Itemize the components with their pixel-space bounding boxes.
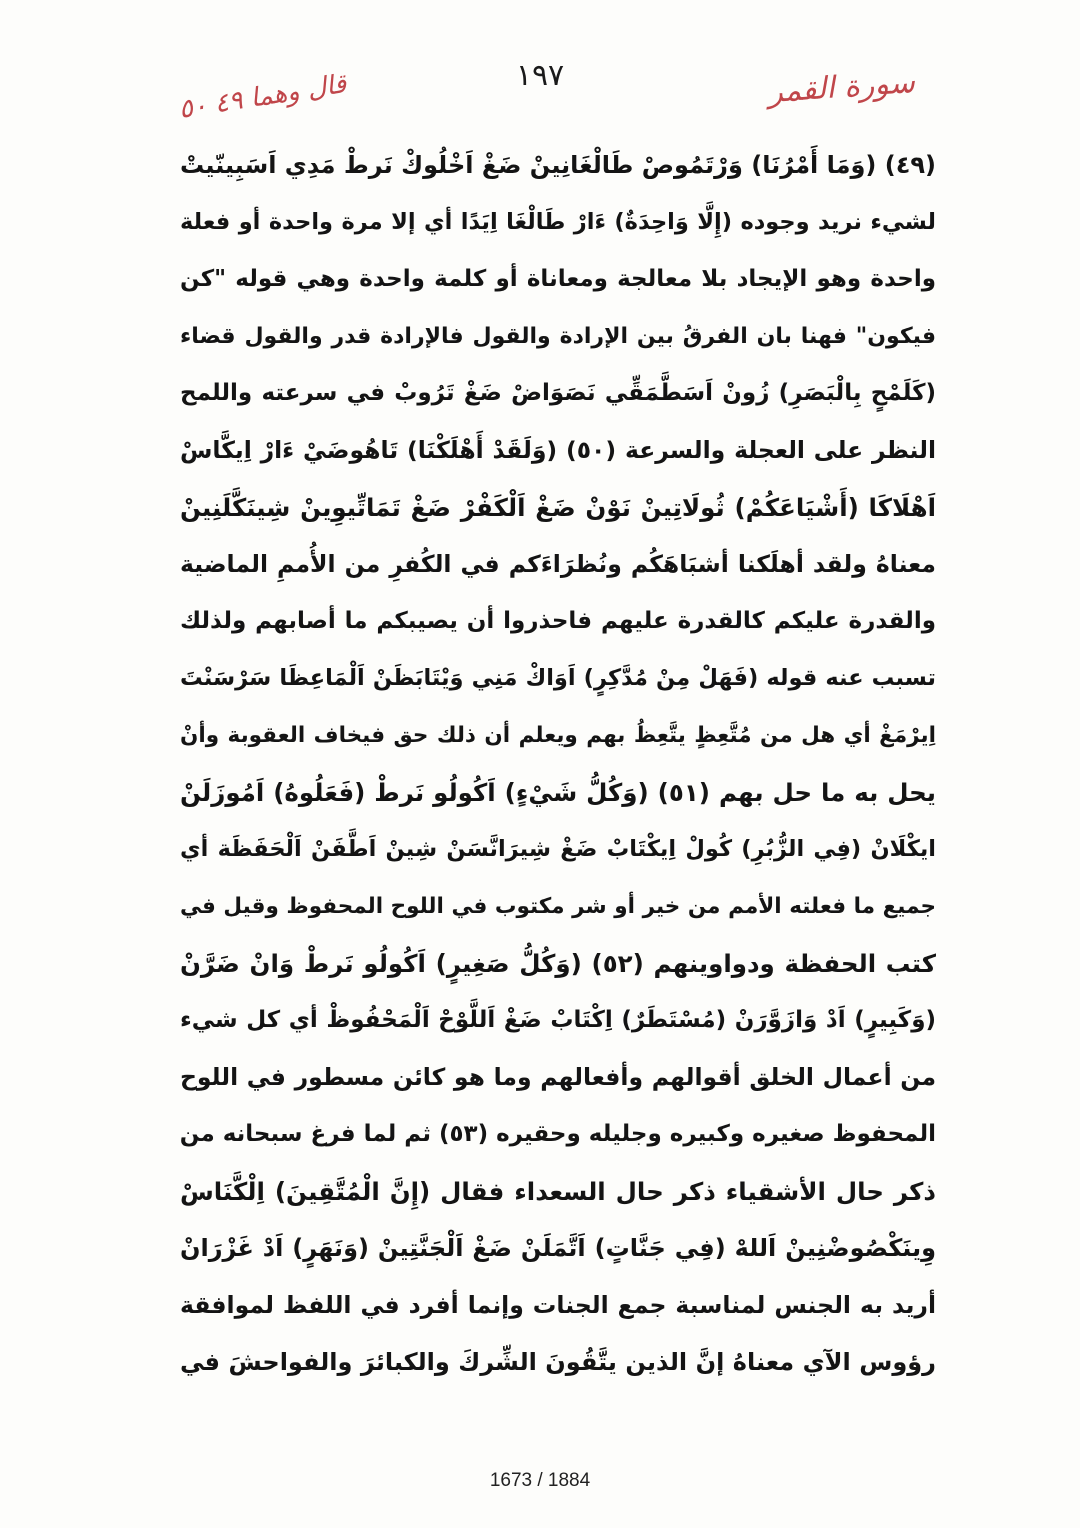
- text-line: كتب الحفظة ودواوينهم (٥٢) (وَكُلُّ صَغِيرٍ) اَكُولُو نَرطْ وَانْ ضَرَّنْ: [180, 949, 936, 978]
- pagination-indicator: 1673 / 1884: [489, 1470, 591, 1491]
- text-line: وِينَكْصُوضْنِينْ اَللهْ (فِي جَنَّاتٍ) اَتَّمَلَنْ ضَغْ اَلْجَنَّتِينْ (وَنَهَرٍ) اَدْ غَزْرَانْ: [180, 1234, 936, 1262]
- tafsir-text-block: [180, 137, 936, 1391]
- text-line: فيكون" فهنا بان الفرقُ بين الإرادة والقول فالإرادة قدر والقول قضاء: [180, 324, 936, 349]
- text-line: اَهْلَاكَا (أَشْيَاعَكُمْ) ثُولَاتِينْ نَوْنْ ضَغْ اَلْكَفْرْ ضَغْ تَمَاتِّيوِينْ شِينَكَّلَنِينْ: [180, 493, 936, 522]
- text-line: (وَكَبِيرٍ) اَدْ وَازَوَّرَنْ (مُسْتَطَرٌ) اِكْتَابْ ضَغْ اَللَّوْحْ اَلْمَحْفُوظْ أي كل شيء: [180, 1007, 936, 1033]
- text-line: معناهُ ولقد أهلَكنا أشبَاهَكُم ونُظرَاءَكم في الكُفرِ من الأُممِ الماضية: [180, 550, 936, 578]
- text-line: ذكر حال الأشقياء ذكر حال السعداء فقال (إِنَّ الْمُتَّقِينَ) اِلْكَّنَاسْ: [180, 1177, 936, 1206]
- text-line: يحل به ما حل بهم (٥١) (وَكُلُّ شَيْءٍ) اَكُولُو نَرطْ (فَعَلُوهُ) اَمُوزَلَنْ: [180, 778, 936, 807]
- text-line: من أعمال الخلق أقوالهم وأفعالهم وما هو كائن مسطور في اللوح: [180, 1063, 936, 1091]
- text-line: (٤٩) (وَمَا أَمْرُنَا) وَرْتَمُوصْ طَالْغَانِينْ ضَغْ اَخْلُوكْ نَرطْ مَدِي اَسَبِينّيتْ: [180, 151, 936, 179]
- text-line: واحدة وهو الإيجاد بلا معالجة ومعاناة أو كلمة واحدة وهي قوله "كن: [180, 266, 936, 292]
- text-line: لشيء نريد وجوده (إِلَّا وَاحِدَةٌ) ءَارْ طَالْغَا اِيَدًا أي إلا مرة واحدة أو فعلة: [180, 209, 936, 235]
- text-line: (كَلَمْحٍ بِالْبَصَرِ) زُونْ اَسَطَّمَقِّي نَصَوَاضْ ضَغْ تَرُوبْ في سرعته واللمح: [180, 380, 936, 406]
- page-number: ١٩٧: [515, 58, 565, 93]
- text-line: النظر على العجلة والسرعة (٥٠) (وَلَقَدْ أَهْلَكْنَا) تَاهُوضَيْ ءَارْ اِيكَّاسْ: [180, 436, 936, 464]
- text-line: اِيرْمَغْ أي هل من مُتَّعِظٍ يتَّعِظُ بهم ويعلم أن ذلك حق فيخاف العقوبة وأنْ: [180, 723, 936, 748]
- text-line: المحفوظ صغيره وكبيره وجليله وحقيره (٥٣) ثم لما فرغ سبحانه من: [180, 1121, 936, 1147]
- handwritten-surah-name: سورة القمر: [767, 64, 917, 111]
- text-line: جميع ما فعلته الأمم من خير أو شر مكتوب في اللوح المحفوظ وقيل في: [180, 894, 936, 919]
- text-line: ايكْلَانْ (فِي الزُّبُرِ) كُولْ اِيكْتَابْ ضَغْ شِيرَانَّسَنْ شِينْ اَطَّفَنْ اَلْحَفَظَة أي: [180, 836, 936, 862]
- text-line: أريد به الجنس لمناسبة جمع الجنات وإنما أفرد في اللفظ لموافقة: [180, 1291, 936, 1319]
- text-line: رؤوس الآي معناهُ إنَّ الذين يتَّقُونَ الشِّركَ والكبائرَ والفواحشَ في: [180, 1348, 936, 1376]
- handwritten-ayah-note: قال وهما ٤٩ ٥٠: [176, 68, 349, 126]
- text-line: والقدرة عليكم كالقدرة عليهم فاحذروا أن يصيبكم ما أصابهم ولذلك: [180, 608, 936, 634]
- text-line: تسبب عنه قوله (فَهَلْ مِنْ مُدَّكِرٍ) اَوَاكْ مَنِي وَيْتَابَظَنْ اَلْمَاعِظَا سَرْسَنْتَ: [180, 665, 936, 691]
